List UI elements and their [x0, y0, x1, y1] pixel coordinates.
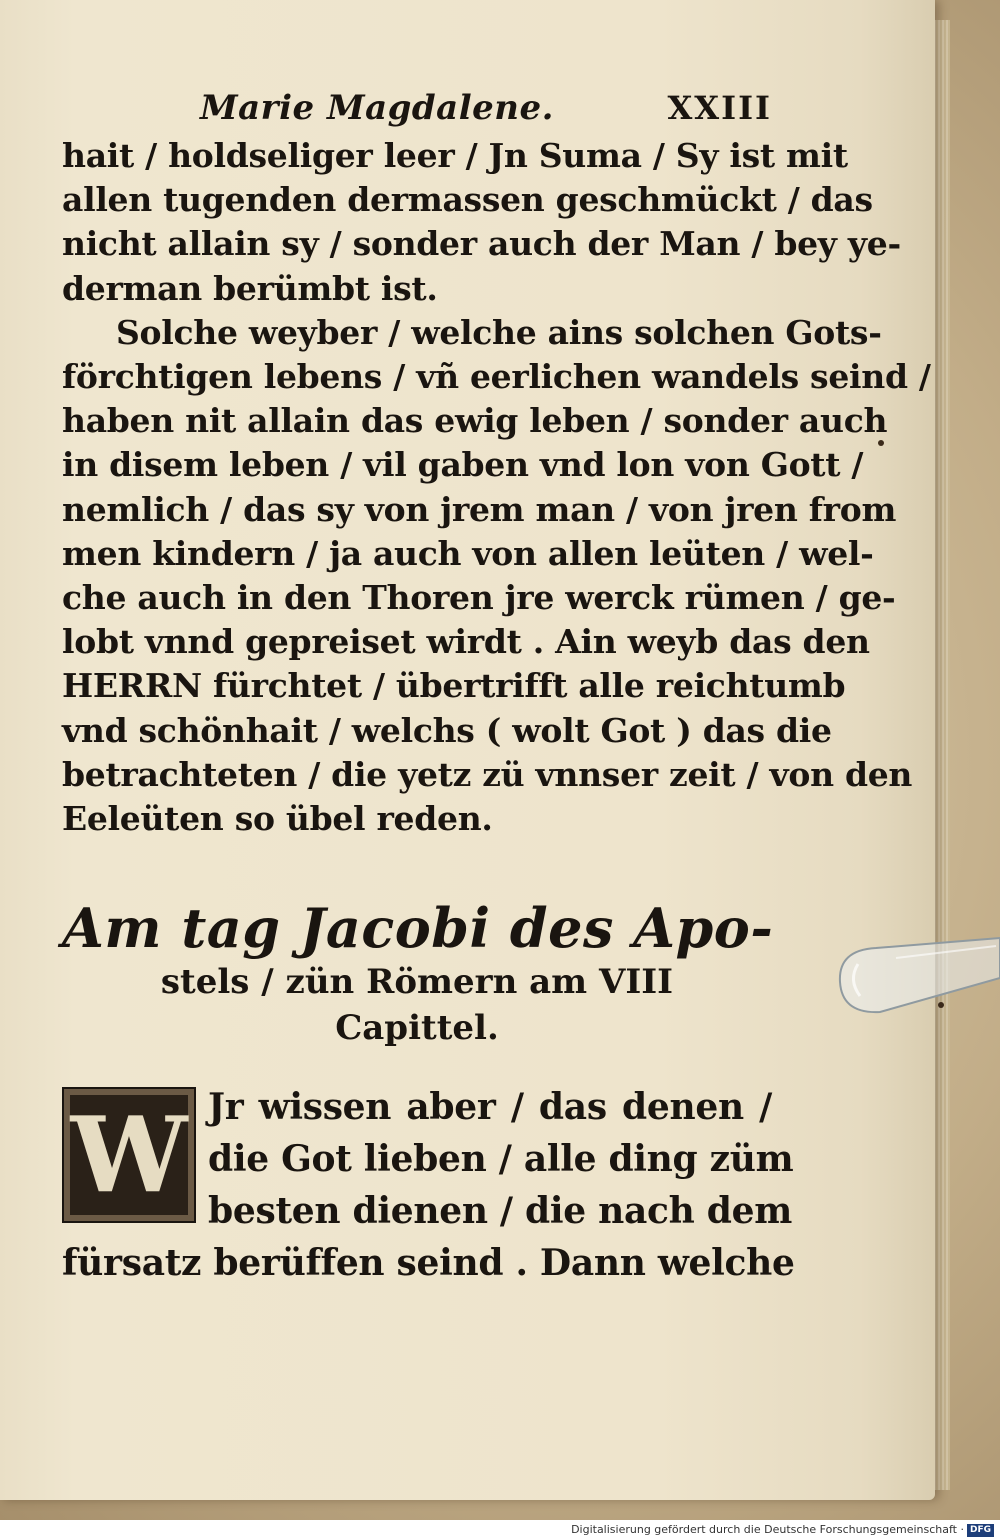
- text-line: vnd schönhait / welchs ( wolt Got ) das die: [62, 710, 832, 750]
- footer-credit: [0, 1520, 1000, 1540]
- section-subheading: stels / zün Römern am VIII: [160, 962, 674, 1003]
- section-heading: Am tag Jacobi des Apo-: [62, 896, 774, 961]
- text-line: Solche weyber / welche ains solchen Gots-: [116, 312, 882, 352]
- text-line: die Got lieben / alle ding züm: [208, 1138, 794, 1181]
- text-line: besten dienen / die nach dem: [208, 1190, 792, 1233]
- text-line: nicht allain sy / sonder auch der Man / bey ye-: [62, 224, 901, 264]
- section-subheading: Capittel.: [335, 1008, 499, 1049]
- text-line: allen tugenden dermassen geschmückt / das: [62, 180, 873, 220]
- text-line: lobt vnnd gepreiset wirdt . Ain weyb das den: [62, 622, 870, 662]
- text-line: derman berümbt ist.: [62, 268, 438, 308]
- text-line: HERRN fürchtet / übertrifft alle reichtumb: [62, 666, 846, 706]
- text-line: betrachteten / die yetz zü vnnser zeit / von den: [62, 754, 913, 794]
- text-line: men kindern / ja auch von allen leüten / wel-: [62, 533, 874, 573]
- text-line: nemlich / das sy von jrem man / von jren from: [62, 489, 897, 529]
- running-head-title: Marie Magdalene.: [200, 88, 554, 128]
- text-line: che auch in den Thoren jre werck rümen / ge-: [62, 578, 896, 618]
- folio-number: XXIII: [667, 89, 772, 127]
- footer-text: Digitalisierung gefördert durch die Deutsche Forschungsgemeinschaft ·: [571, 1523, 964, 1536]
- text-block: [62, 88, 931, 1289]
- text-line: fürsatz berüffen seind . Dann welche: [62, 1242, 795, 1285]
- text-line: Jr wissen aber / das denen /: [208, 1086, 772, 1129]
- page-clip-icon: [836, 918, 1000, 1034]
- paragraph-2: [62, 311, 931, 841]
- paragraph-3: [62, 1081, 795, 1289]
- paragraph-1: [62, 134, 901, 311]
- running-head: [62, 88, 772, 134]
- dfg-logo: DFG: [967, 1524, 994, 1537]
- ink-spot: [878, 440, 884, 446]
- text-line: förchtigen lebens / vñ eerlichen wandels seind /: [62, 357, 931, 397]
- text-line: in disem leben / vil gaben vnd lon von Gott /: [62, 445, 864, 485]
- text-line: Eeleüten so übel reden.: [62, 799, 493, 839]
- text-line: haben nit allain das ewig leben / sonder auch: [62, 401, 888, 441]
- decorated-initial: [62, 1087, 196, 1223]
- initial-letter: W: [70, 1093, 188, 1217]
- text-line: hait / holdseliger leer / Jn Suma / Sy ist mit: [62, 136, 848, 175]
